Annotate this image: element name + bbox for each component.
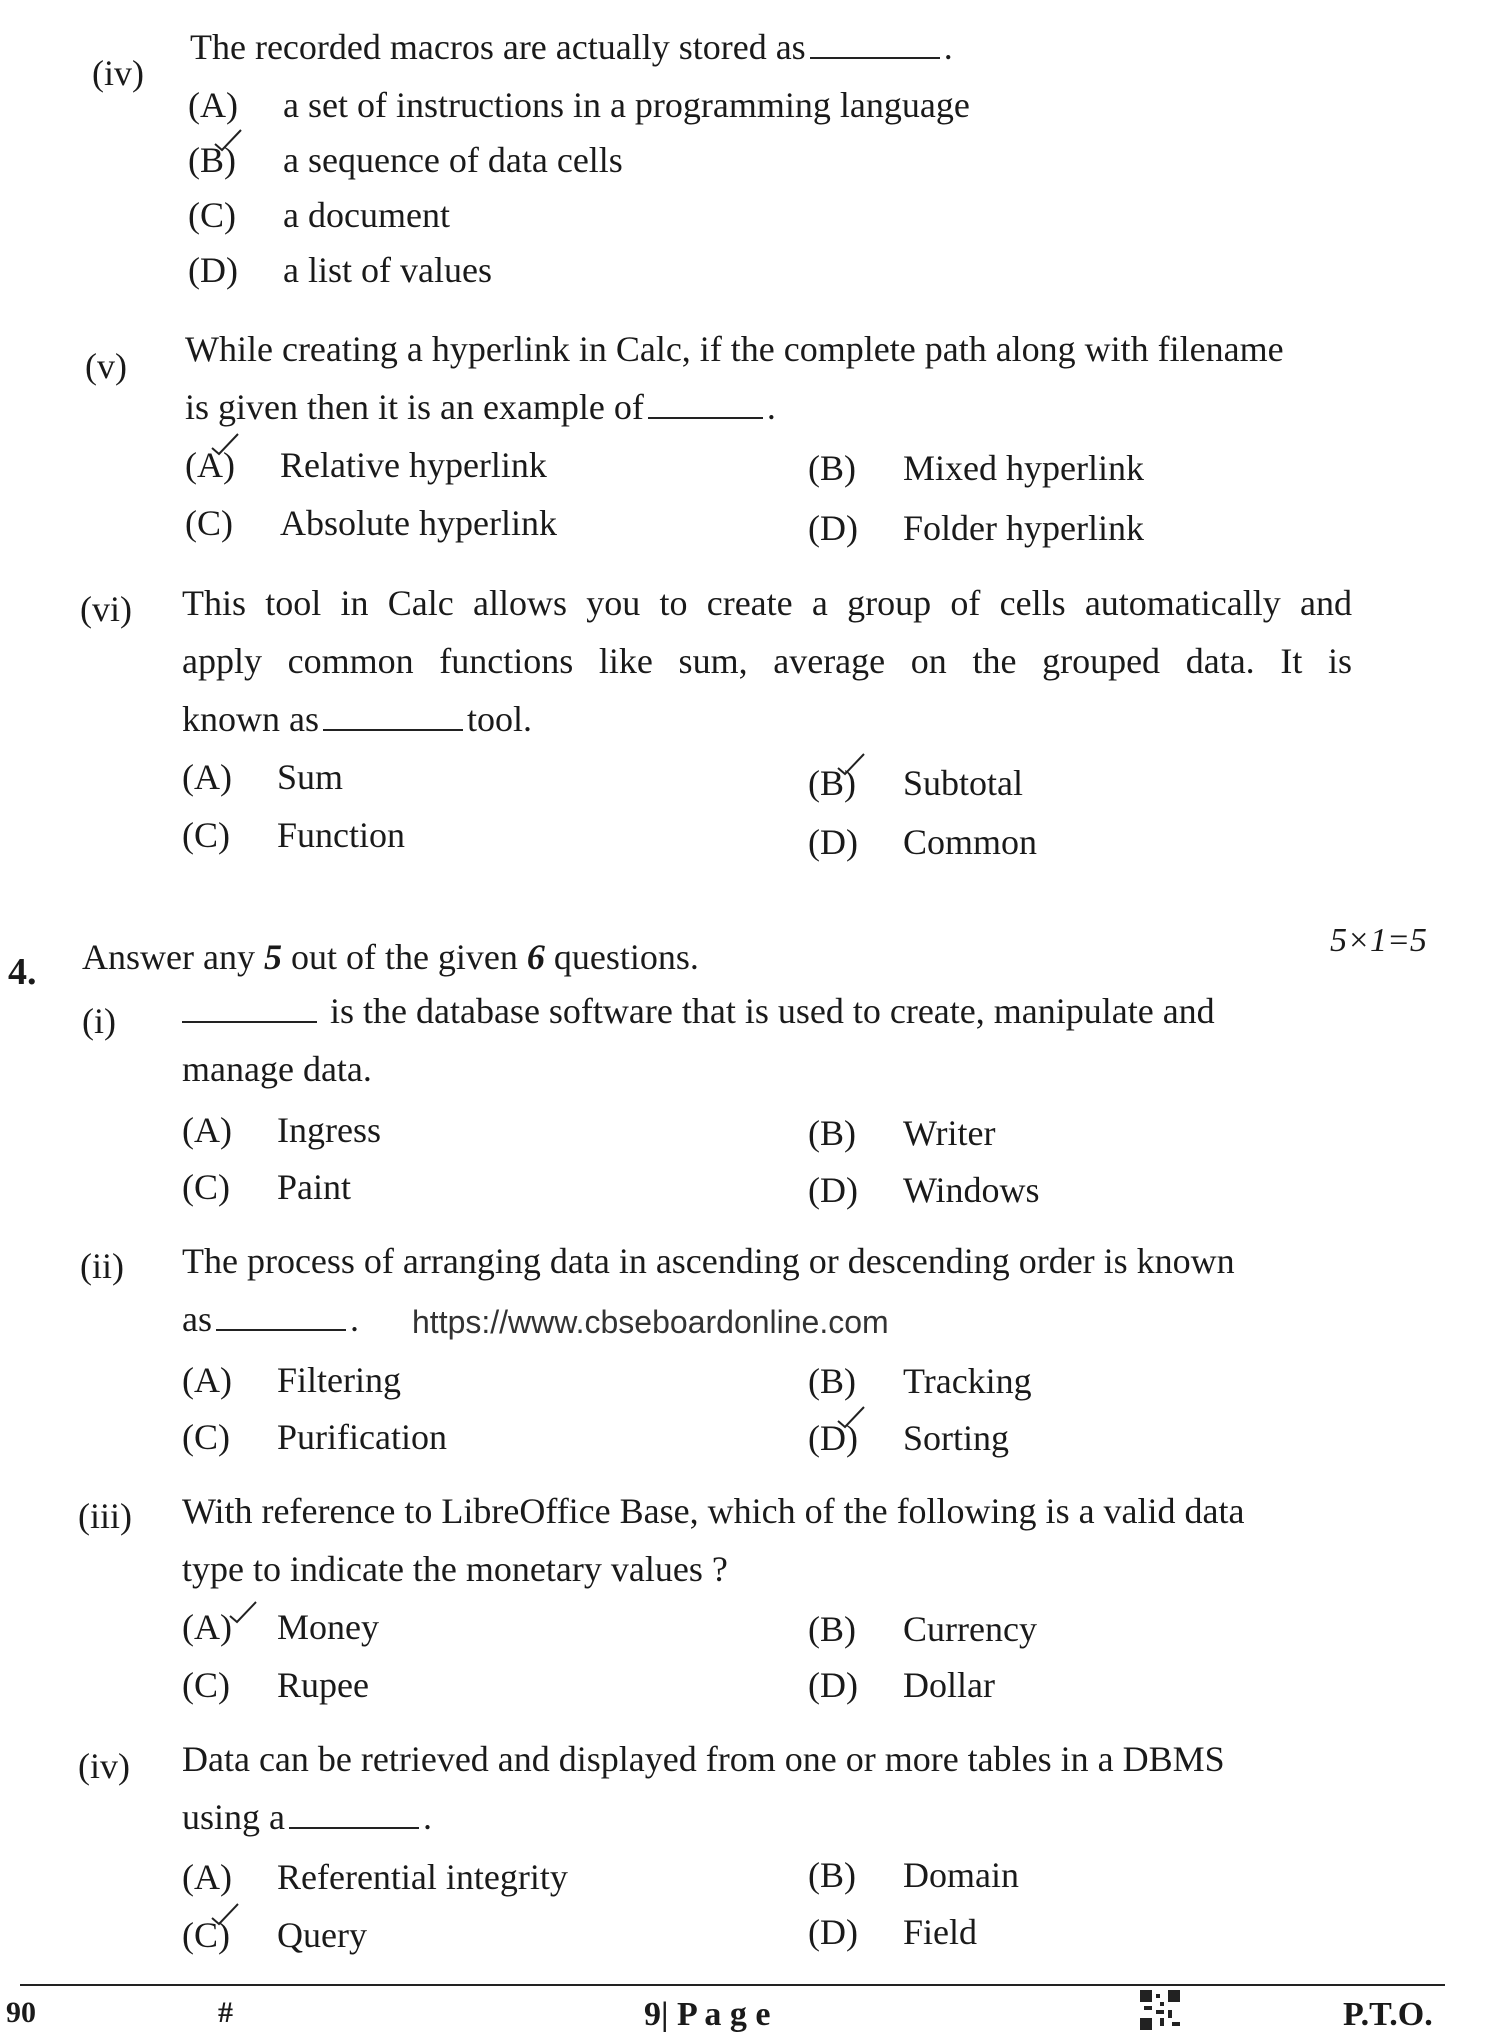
option-text: Writer <box>903 1113 996 1153</box>
option-label: (C) <box>182 815 230 855</box>
question-end: . <box>423 1797 432 1837</box>
option-text: Rupee <box>277 1665 369 1705</box>
option-text: Currency <box>903 1609 1037 1649</box>
option-label: (C) <box>182 1665 230 1705</box>
option <box>808 443 1144 493</box>
option-label: (A) <box>182 757 232 797</box>
question-end: . <box>943 27 953 67</box>
section-number: 4. <box>8 951 37 993</box>
option-label: (A) <box>182 1110 232 1150</box>
option <box>182 1412 447 1462</box>
option-label: (B) <box>808 1855 856 1895</box>
option-text: Query <box>277 1915 367 1955</box>
option-text: Absolute hyperlink <box>280 503 557 543</box>
option <box>808 1660 995 1710</box>
option <box>808 817 1037 867</box>
footer-pto: P.T.O. <box>1343 1996 1433 2033</box>
option-label: (A) <box>182 1360 232 1400</box>
option-label: (D) <box>808 508 858 548</box>
question-line <box>182 982 1215 1040</box>
question-line: While creating a hyperlink in Calc, if the complete path along with filename <box>185 329 1284 369</box>
instruction-text: out of the given <box>290 937 518 977</box>
option-text: Filtering <box>277 1360 401 1400</box>
option <box>182 1162 351 1212</box>
question-text <box>182 1482 1245 1598</box>
question-line: type to indicate the monetary values ? <box>182 1549 728 1589</box>
option-text: Tracking <box>903 1361 1032 1401</box>
option-text: Subtotal <box>903 763 1024 803</box>
question-number: (v) <box>85 346 127 386</box>
option-label: (B) <box>808 448 856 488</box>
option-label: (D) <box>808 1665 858 1705</box>
answer-blank <box>216 1293 346 1331</box>
option-label: (B) <box>808 1113 856 1153</box>
option <box>808 1604 1037 1654</box>
tick-mark-icon <box>228 1600 258 1624</box>
question-number: (i) <box>82 1001 116 1041</box>
option <box>182 1355 401 1405</box>
option-label: (C) <box>182 1417 230 1457</box>
question-end: tool. <box>467 699 533 739</box>
instruction-text: questions. <box>553 937 699 977</box>
instruction-text: Answer any <box>82 937 255 977</box>
option-text: Domain <box>903 1855 1019 1895</box>
question-line: manage data. <box>182 1049 372 1089</box>
question-text <box>182 982 1215 1098</box>
option-text: Money <box>277 1607 379 1647</box>
option-label: (B) <box>808 1609 856 1649</box>
footer-code: 90 <box>6 1996 36 2029</box>
footer-page-number: 9| P a g e <box>644 1996 771 2033</box>
question-end: . <box>766 387 776 427</box>
section-instruction <box>82 928 699 986</box>
option-text: Function <box>277 815 406 855</box>
option-label: (A) <box>185 445 235 485</box>
answer-blank <box>182 985 317 1023</box>
option <box>188 245 492 295</box>
footer-rule <box>20 1984 1445 1986</box>
option <box>182 1852 568 1902</box>
question-end: . <box>350 1299 359 1339</box>
question-line <box>182 690 1352 748</box>
option-text: Dollar <box>903 1665 995 1705</box>
question-stem: as <box>182 1299 212 1339</box>
option <box>182 1105 381 1155</box>
marks-allocation: 5×1=5 <box>1330 922 1427 959</box>
option-label: (D) <box>808 1912 858 1952</box>
question-text <box>182 574 1352 748</box>
question-line: The process of arranging data in ascending or descending order is known <box>182 1241 1235 1281</box>
option-label: (A) <box>188 85 238 125</box>
question-line: With reference to LibreOffice Base, which of the following is a valid data <box>182 1491 1245 1531</box>
option <box>182 1660 369 1710</box>
question-text <box>185 320 1284 436</box>
option-text: a document <box>283 195 450 235</box>
option-text: Field <box>903 1912 978 1952</box>
option <box>185 498 557 548</box>
question-number: (vi) <box>80 589 132 629</box>
option-text: Paint <box>277 1167 352 1207</box>
instruction-number: 5 <box>263 937 282 977</box>
option-text: Windows <box>903 1170 1040 1210</box>
question-stem: is the database software that is used to create, manipulate and <box>330 991 1215 1031</box>
option-label: (B) <box>808 763 856 803</box>
tick-mark-icon <box>836 752 866 776</box>
tick-mark-icon <box>213 128 243 152</box>
question-stem: The recorded macros are actually stored as <box>190 27 806 67</box>
option-text: Sum <box>277 757 344 797</box>
option <box>188 135 623 185</box>
answer-blank <box>323 693 463 731</box>
option-text: a list of values <box>283 250 492 290</box>
option <box>808 503 1144 553</box>
tick-mark-icon <box>210 1902 240 1926</box>
option-label: (B) <box>188 140 236 180</box>
question-number: (iv) <box>78 1746 130 1786</box>
option-text: Common <box>903 822 1038 862</box>
option-label: (B) <box>808 1361 856 1401</box>
question-text <box>182 1730 1225 1846</box>
option-label: (D) <box>808 822 858 862</box>
option-text: Relative hyperlink <box>280 445 547 485</box>
option-text: a set of instructions in a programming language <box>283 85 970 125</box>
question-line: Data can be retrieved and displayed from one or more tables in a DBMS <box>182 1739 1225 1779</box>
option-label: (C) <box>188 195 236 235</box>
option <box>808 1850 1019 1900</box>
question-line: This tool in Calc allows you to create a group of cells automatically and <box>182 583 1352 623</box>
question-stem: using a <box>182 1797 285 1837</box>
option-text: Ingress <box>277 1110 381 1150</box>
option <box>182 810 405 860</box>
option <box>808 1356 1032 1406</box>
option-label: (D) <box>808 1170 858 1210</box>
answer-blank <box>648 381 763 419</box>
tick-mark-icon <box>210 432 240 456</box>
option-label: (A) <box>182 1857 232 1897</box>
question-line: apply common functions like sum, average on the grouped data. It is <box>182 641 1352 681</box>
watermark-url: https://www.cbseboardonline.com <box>412 1304 889 1340</box>
option-text: Referential integrity <box>277 1857 568 1897</box>
option-text: a sequence of data cells <box>283 140 623 180</box>
question-text <box>190 18 953 76</box>
qr-code-icon <box>1140 1990 1180 2030</box>
tick-mark-icon <box>836 1405 866 1429</box>
option <box>188 190 450 240</box>
question-number: (iv) <box>92 53 144 93</box>
option-text: Mixed hyperlink <box>903 448 1144 488</box>
option-label: (D) <box>188 250 238 290</box>
question-stem: is given then it is an example of <box>185 387 644 427</box>
footer-hash: # <box>218 1996 233 2029</box>
option-text: Purification <box>277 1417 447 1457</box>
option-label: (C) <box>185 503 233 543</box>
option <box>808 1108 996 1158</box>
answer-blank <box>289 1791 419 1829</box>
option <box>808 1165 1040 1215</box>
instruction-number: 6 <box>526 937 545 977</box>
answer-blank <box>810 21 940 59</box>
option-text: Folder hyperlink <box>903 508 1144 548</box>
option-label: (A) <box>182 1607 232 1647</box>
option-label: (D) <box>808 1418 858 1458</box>
question-number: (ii) <box>80 1246 124 1286</box>
option-text: Sorting <box>903 1418 1010 1458</box>
option <box>182 1602 379 1652</box>
option <box>182 752 343 802</box>
question-number: (iii) <box>78 1496 132 1536</box>
option <box>808 1907 977 1957</box>
question-line <box>182 1788 1225 1846</box>
question-line <box>185 378 1284 436</box>
option-label: (C) <box>182 1167 230 1207</box>
question-stem: known as <box>182 699 319 739</box>
option-label: (C) <box>182 1915 230 1955</box>
option <box>188 80 970 130</box>
